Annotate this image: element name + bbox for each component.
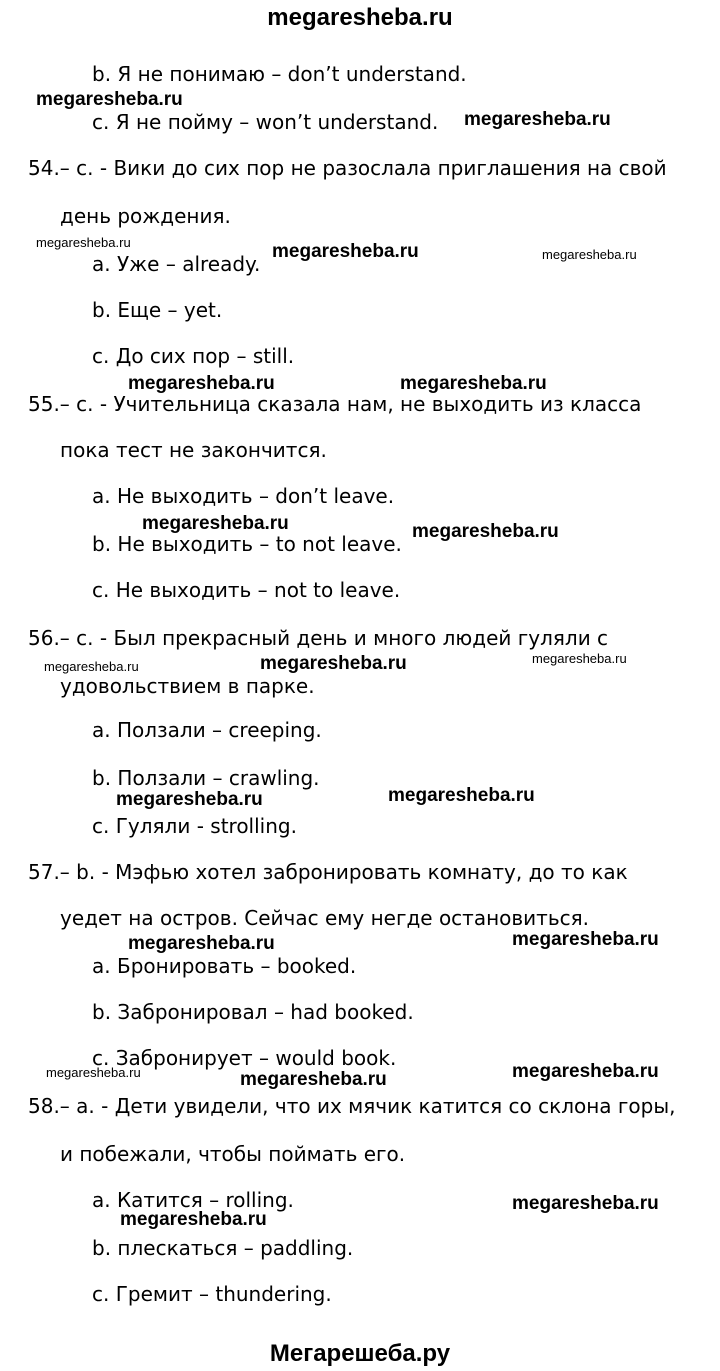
question-57: 57.– b. - Мэфью хотел забронировать комнату, до то как [28, 860, 628, 884]
question-55-cont: пока тест не закончится. [60, 438, 327, 462]
watermark: megaresheba.ru [260, 653, 407, 674]
watermark: megaresheba.ru [388, 785, 535, 806]
header-site: megaresheba.ru [267, 4, 453, 31]
watermark: megaresheba.ru [464, 109, 611, 130]
watermark: megaresheba.ru [46, 1065, 141, 1080]
watermark: megaresheba.ru [542, 247, 637, 262]
question-54: 54.– c. - Вики до сих пор не разослала приглашения на свой [28, 156, 667, 180]
question-54-cont: день рождения. [60, 204, 231, 228]
watermark: megaresheba.ru [120, 1209, 267, 1230]
watermark: megaresheba.ru [142, 513, 289, 534]
watermark: megaresheba.ru [128, 933, 275, 954]
footer-site: Мегарешеба.ру [269, 1340, 451, 1367]
answer-option: b. Еще – yet. [92, 298, 223, 322]
answer-option: a. Не выходить – don’t leave. [92, 484, 395, 508]
watermark: megaresheba.ru [512, 1193, 659, 1214]
question-56-cont: удовольствием в парке. [60, 674, 315, 698]
answer-option: c. Гуляли - strolling. [92, 814, 297, 838]
answer-option: c. Не выходить – not to leave. [92, 578, 401, 602]
answer-option: c. До сих пор – still. [92, 344, 295, 368]
answer-option: b. Я не понимаю – don’t understand. [92, 62, 467, 86]
answer-option: c. Гремит – thundering. [92, 1282, 332, 1306]
answer-option: b. Не выходить – to not leave. [92, 532, 402, 556]
question-55: 55.– c. - Учительница сказала нам, не выходить из класса [28, 392, 642, 416]
answer-option: b. плескаться – paddling. [92, 1236, 354, 1260]
watermark: megaresheba.ru [240, 1069, 387, 1090]
answer-option: a. Уже – already. [92, 252, 261, 276]
answer-option: c. Я не пойму – won’t understand. [92, 110, 439, 134]
answer-option: b. Ползали – crawling. [92, 766, 320, 790]
watermark: megaresheba.ru [272, 241, 419, 262]
watermark: megaresheba.ru [128, 373, 275, 394]
watermark: megaresheba.ru [116, 789, 263, 810]
question-58: 58.– a. - Дети увидели, что их мячик катится со склона горы, [28, 1094, 676, 1118]
watermark: megaresheba.ru [44, 659, 139, 674]
watermark: megaresheba.ru [412, 521, 559, 542]
watermark: megaresheba.ru [532, 651, 627, 666]
watermark: megaresheba.ru [400, 373, 547, 394]
answer-option: a. Ползали – creeping. [92, 718, 322, 742]
watermark: megaresheba.ru [512, 1061, 659, 1082]
watermark: megaresheba.ru [36, 89, 183, 110]
answer-option: a. Бронировать – booked. [92, 954, 357, 978]
watermark: megaresheba.ru [36, 235, 131, 250]
answer-option: c. Забронирует – would book. [92, 1046, 397, 1070]
answer-option: a. Катится – rolling. [92, 1188, 294, 1212]
answer-option: b. Забронировал – had booked. [92, 1000, 414, 1024]
question-58-cont: и побежали, чтобы поймать его. [60, 1142, 406, 1166]
question-56: 56.– c. - Был прекрасный день и много людей гуляли с [28, 626, 609, 650]
watermark: megaresheba.ru [512, 929, 659, 950]
question-57-cont: уедет на остров. Сейчас ему негде остановиться. [60, 906, 590, 930]
